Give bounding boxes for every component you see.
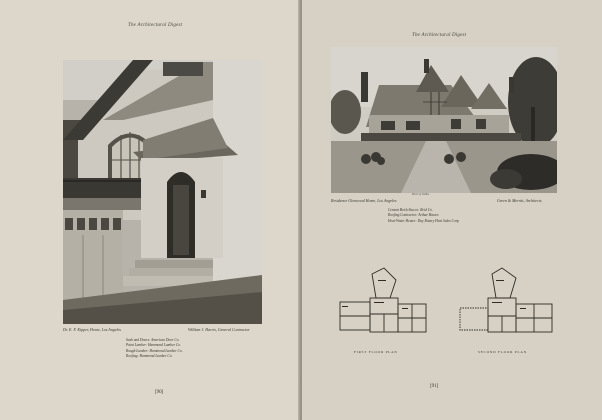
left-photo-caption-owner: Dr. E. F. Kipper, Home, Los Angeles [63, 327, 121, 332]
house-photo-right [331, 47, 557, 193]
right-photo-caption-architect: Green & Merritt, Architects [497, 198, 542, 203]
credit-line: Roofing: Hammond Lumber Co. [126, 354, 173, 359]
right-page [302, 0, 602, 420]
second-floor-plan-drawing [458, 266, 558, 342]
credit-line: Roofing Contractor: Arthur Hawes [388, 213, 439, 218]
credit-line: Sash and Doors: American Door Co. [126, 338, 180, 342]
first-floor-plan-drawing [334, 266, 434, 342]
right-photo-caption-owner: Residence Glenwood Home, Los Angeles [331, 198, 397, 203]
right-credits-list [388, 208, 459, 224]
page-number-left: [90] [155, 390, 164, 395]
second-floor-plan [458, 266, 558, 342]
left-photo-caption-contractor: William J. Harris, General Contractor [188, 327, 250, 332]
house-photo-left-image [63, 60, 262, 324]
credit-line: Rough Lumber: Hammond Lumber Co. [126, 348, 183, 353]
first-floor-plan-label: FIRST FLOOR PLAN [354, 350, 398, 354]
running-head-left: The Architectural Digest [128, 23, 183, 28]
house-photo-left [63, 60, 262, 324]
running-head-right: The Architectural Digest [412, 33, 467, 38]
credit-line: Heat-Water Heater: Day Rotary Heat Sales Corp [388, 218, 459, 223]
page-number-right: [91] [430, 384, 439, 389]
left-page [0, 0, 300, 420]
house-photo-right-image [331, 47, 557, 193]
second-floor-plan-label: SECOND FLOOR PLAN [478, 350, 527, 354]
left-credits-list [126, 338, 183, 360]
photo-credit: Photo by Padilla [412, 193, 430, 196]
credit-line: Paint Lumber: Hammond Lumber Co. [126, 343, 182, 348]
credit-line: Cement Brick Stucco: Reid Co. [388, 208, 433, 212]
first-floor-plan [334, 266, 434, 342]
